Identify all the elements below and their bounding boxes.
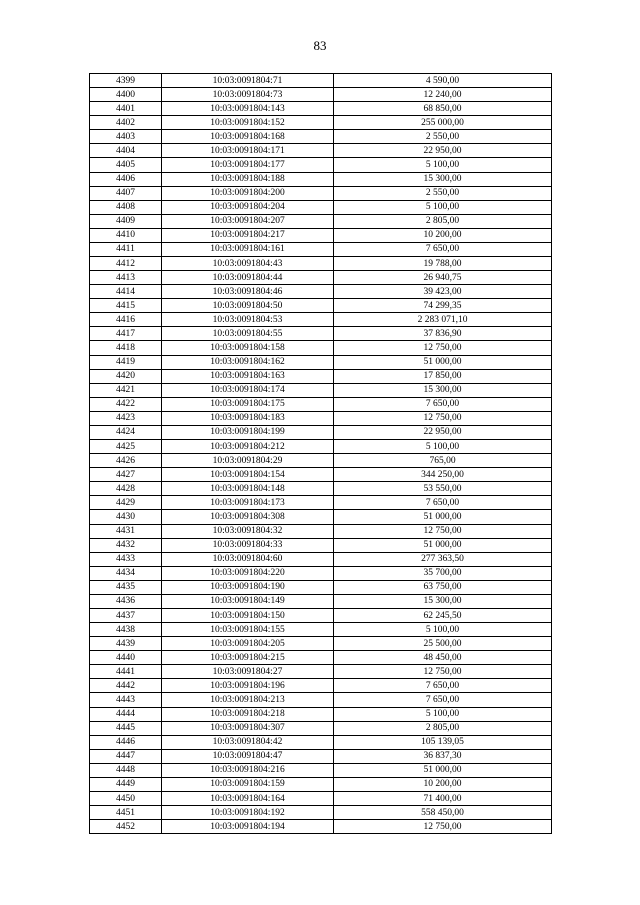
amount-cell: 2 805,00	[334, 214, 552, 228]
amount-cell: 7 650,00	[334, 496, 552, 510]
amount-cell: 255 000,00	[334, 116, 552, 130]
cadastral-number-cell: 10:03:0091804:205	[162, 637, 334, 651]
row-number-cell: 4433	[90, 552, 162, 566]
row-number-cell: 4452	[90, 820, 162, 834]
amount-cell: 2 805,00	[334, 721, 552, 735]
cadastral-number-cell: 10:03:0091804:308	[162, 510, 334, 524]
table-row	[90, 130, 552, 144]
row-number-cell: 4415	[90, 299, 162, 313]
amount-cell: 5 100,00	[334, 200, 552, 214]
cadastral-number-cell: 10:03:0091804:174	[162, 383, 334, 397]
amount-cell: 22 950,00	[334, 425, 552, 439]
amount-cell: 5 100,00	[334, 707, 552, 721]
table-row	[90, 411, 552, 425]
amount-cell: 2 550,00	[334, 130, 552, 144]
row-number-cell: 4414	[90, 285, 162, 299]
amount-cell: 35 700,00	[334, 566, 552, 580]
table-row	[90, 637, 552, 651]
cadastral-number-cell: 10:03:0091804:32	[162, 524, 334, 538]
table-row	[90, 552, 552, 566]
cadastral-number-cell: 10:03:0091804:43	[162, 257, 334, 271]
row-number-cell: 4406	[90, 172, 162, 186]
row-number-cell: 4435	[90, 580, 162, 594]
data-table	[89, 73, 552, 834]
amount-cell: 4 590,00	[334, 74, 552, 88]
table-row	[90, 271, 552, 285]
amount-cell: 51 000,00	[334, 538, 552, 552]
amount-cell: 15 300,00	[334, 594, 552, 608]
amount-cell: 5 100,00	[334, 440, 552, 454]
table-row	[90, 88, 552, 102]
table-row	[90, 482, 552, 496]
table-row	[90, 200, 552, 214]
row-number-cell: 4408	[90, 200, 162, 214]
amount-cell: 15 300,00	[334, 383, 552, 397]
table-row	[90, 285, 552, 299]
table-row	[90, 186, 552, 200]
amount-cell: 5 100,00	[334, 158, 552, 172]
table-row	[90, 74, 552, 88]
row-number-cell: 4432	[90, 538, 162, 552]
table-row	[90, 806, 552, 820]
cadastral-number-cell: 10:03:0091804:158	[162, 341, 334, 355]
table-row	[90, 580, 552, 594]
cadastral-number-cell: 10:03:0091804:29	[162, 454, 334, 468]
amount-cell: 277 363,50	[334, 552, 552, 566]
row-number-cell: 4446	[90, 735, 162, 749]
row-number-cell: 4426	[90, 454, 162, 468]
row-number-cell: 4403	[90, 130, 162, 144]
amount-cell: 51 000,00	[334, 763, 552, 777]
cadastral-number-cell: 10:03:0091804:154	[162, 468, 334, 482]
table-row	[90, 172, 552, 186]
cadastral-number-cell: 10:03:0091804:192	[162, 806, 334, 820]
cadastral-number-cell: 10:03:0091804:44	[162, 271, 334, 285]
table-row	[90, 749, 552, 763]
row-number-cell: 4437	[90, 608, 162, 622]
cadastral-number-cell: 10:03:0091804:159	[162, 777, 334, 791]
cadastral-number-cell: 10:03:0091804:307	[162, 721, 334, 735]
amount-cell: 63 750,00	[334, 580, 552, 594]
amount-cell: 558 450,00	[334, 806, 552, 820]
row-number-cell: 4429	[90, 496, 162, 510]
cadastral-number-cell: 10:03:0091804:71	[162, 74, 334, 88]
cadastral-number-cell: 10:03:0091804:177	[162, 158, 334, 172]
amount-cell: 12 750,00	[334, 341, 552, 355]
row-number-cell: 4427	[90, 468, 162, 482]
table-row	[90, 369, 552, 383]
table-row	[90, 341, 552, 355]
table-row	[90, 313, 552, 327]
row-number-cell: 4421	[90, 383, 162, 397]
cadastral-number-cell: 10:03:0091804:149	[162, 594, 334, 608]
table-row	[90, 158, 552, 172]
table-row	[90, 791, 552, 805]
row-number-cell: 4425	[90, 440, 162, 454]
cadastral-number-cell: 10:03:0091804:55	[162, 327, 334, 341]
table-row	[90, 228, 552, 242]
row-number-cell: 4409	[90, 214, 162, 228]
table-row	[90, 820, 552, 834]
row-number-cell: 4443	[90, 693, 162, 707]
row-number-cell: 4442	[90, 679, 162, 693]
amount-cell: 12 750,00	[334, 665, 552, 679]
table-row	[90, 468, 552, 482]
amount-cell: 344 250,00	[334, 468, 552, 482]
row-number-cell: 4422	[90, 397, 162, 411]
row-number-cell: 4439	[90, 637, 162, 651]
row-number-cell: 4402	[90, 116, 162, 130]
amount-cell: 17 850,00	[334, 369, 552, 383]
table-row	[90, 735, 552, 749]
table-row	[90, 144, 552, 158]
row-number-cell: 4447	[90, 749, 162, 763]
row-number-cell: 4404	[90, 144, 162, 158]
amount-cell: 53 550,00	[334, 482, 552, 496]
cadastral-number-cell: 10:03:0091804:173	[162, 496, 334, 510]
table-row	[90, 425, 552, 439]
row-number-cell: 4412	[90, 257, 162, 271]
cadastral-number-cell: 10:03:0091804:175	[162, 397, 334, 411]
amount-cell: 7 650,00	[334, 693, 552, 707]
cadastral-number-cell: 10:03:0091804:215	[162, 651, 334, 665]
amount-cell: 62 245,50	[334, 608, 552, 622]
amount-cell: 36 837,30	[334, 749, 552, 763]
cadastral-number-cell: 10:03:0091804:213	[162, 693, 334, 707]
row-number-cell: 4416	[90, 313, 162, 327]
cadastral-number-cell: 10:03:0091804:216	[162, 763, 334, 777]
cadastral-number-cell: 10:03:0091804:168	[162, 130, 334, 144]
amount-cell: 7 650,00	[334, 242, 552, 256]
table-row	[90, 721, 552, 735]
cadastral-number-cell: 10:03:0091804:196	[162, 679, 334, 693]
table-row	[90, 440, 552, 454]
amount-cell: 765,00	[334, 454, 552, 468]
cadastral-number-cell: 10:03:0091804:60	[162, 552, 334, 566]
row-number-cell: 4428	[90, 482, 162, 496]
amount-cell: 37 836,90	[334, 327, 552, 341]
table-row	[90, 242, 552, 256]
row-number-cell: 4434	[90, 566, 162, 580]
row-number-cell: 4440	[90, 651, 162, 665]
row-number-cell: 4451	[90, 806, 162, 820]
row-number-cell: 4411	[90, 242, 162, 256]
row-number-cell: 4399	[90, 74, 162, 88]
cadastral-number-cell: 10:03:0091804:204	[162, 200, 334, 214]
row-number-cell: 4417	[90, 327, 162, 341]
amount-cell: 15 300,00	[334, 172, 552, 186]
cadastral-number-cell: 10:03:0091804:33	[162, 538, 334, 552]
cadastral-number-cell: 10:03:0091804:212	[162, 440, 334, 454]
table-row	[90, 524, 552, 538]
amount-cell: 19 788,00	[334, 257, 552, 271]
table-row	[90, 665, 552, 679]
cadastral-number-cell: 10:03:0091804:161	[162, 242, 334, 256]
table-row	[90, 257, 552, 271]
amount-cell: 68 850,00	[334, 102, 552, 116]
row-number-cell: 4405	[90, 158, 162, 172]
table-row	[90, 355, 552, 369]
table-row	[90, 679, 552, 693]
row-number-cell: 4444	[90, 707, 162, 721]
cadastral-number-cell: 10:03:0091804:162	[162, 355, 334, 369]
table-row	[90, 214, 552, 228]
row-number-cell: 4441	[90, 665, 162, 679]
cadastral-number-cell: 10:03:0091804:150	[162, 608, 334, 622]
table-row	[90, 383, 552, 397]
amount-cell: 12 240,00	[334, 88, 552, 102]
amount-cell: 48 450,00	[334, 651, 552, 665]
table-row	[90, 397, 552, 411]
amount-cell: 51 000,00	[334, 355, 552, 369]
row-number-cell: 4418	[90, 341, 162, 355]
cadastral-number-cell: 10:03:0091804:199	[162, 425, 334, 439]
amount-cell: 25 500,00	[334, 637, 552, 651]
table-row	[90, 496, 552, 510]
table-row	[90, 102, 552, 116]
row-number-cell: 4449	[90, 777, 162, 791]
row-number-cell: 4430	[90, 510, 162, 524]
amount-cell: 7 650,00	[334, 679, 552, 693]
cadastral-number-cell: 10:03:0091804:47	[162, 749, 334, 763]
cadastral-number-cell: 10:03:0091804:190	[162, 580, 334, 594]
cadastral-number-cell: 10:03:0091804:46	[162, 285, 334, 299]
table-row	[90, 693, 552, 707]
cadastral-number-cell: 10:03:0091804:42	[162, 735, 334, 749]
table-row	[90, 763, 552, 777]
cadastral-number-cell: 10:03:0091804:50	[162, 299, 334, 313]
amount-cell: 2 283 071,10	[334, 313, 552, 327]
amount-cell: 2 550,00	[334, 186, 552, 200]
table-row	[90, 454, 552, 468]
row-number-cell: 4423	[90, 411, 162, 425]
amount-cell: 5 100,00	[334, 623, 552, 637]
row-number-cell: 4424	[90, 425, 162, 439]
cadastral-number-cell: 10:03:0091804:218	[162, 707, 334, 721]
row-number-cell: 4450	[90, 791, 162, 805]
cadastral-number-cell: 10:03:0091804:200	[162, 186, 334, 200]
table-row	[90, 566, 552, 580]
cadastral-number-cell: 10:03:0091804:194	[162, 820, 334, 834]
row-number-cell: 4431	[90, 524, 162, 538]
amount-cell: 105 139,05	[334, 735, 552, 749]
table-row	[90, 777, 552, 791]
table-row	[90, 594, 552, 608]
row-number-cell: 4420	[90, 369, 162, 383]
amount-cell: 12 750,00	[334, 411, 552, 425]
row-number-cell: 4445	[90, 721, 162, 735]
amount-cell: 10 200,00	[334, 777, 552, 791]
cadastral-number-cell: 10:03:0091804:164	[162, 791, 334, 805]
cadastral-number-cell: 10:03:0091804:53	[162, 313, 334, 327]
cadastral-number-cell: 10:03:0091804:163	[162, 369, 334, 383]
cadastral-number-cell: 10:03:0091804:155	[162, 623, 334, 637]
table-body	[90, 74, 552, 834]
table-row	[90, 510, 552, 524]
table-row	[90, 608, 552, 622]
amount-cell: 26 940,75	[334, 271, 552, 285]
cadastral-number-cell: 10:03:0091804:143	[162, 102, 334, 116]
table-row	[90, 299, 552, 313]
amount-cell: 51 000,00	[334, 510, 552, 524]
table-row	[90, 538, 552, 552]
row-number-cell: 4438	[90, 623, 162, 637]
amount-cell: 10 200,00	[334, 228, 552, 242]
cadastral-number-cell: 10:03:0091804:148	[162, 482, 334, 496]
cadastral-number-cell: 10:03:0091804:217	[162, 228, 334, 242]
row-number-cell: 4401	[90, 102, 162, 116]
table-row	[90, 327, 552, 341]
amount-cell: 39 423,00	[334, 285, 552, 299]
row-number-cell: 4419	[90, 355, 162, 369]
amount-cell: 12 750,00	[334, 820, 552, 834]
table-row	[90, 116, 552, 130]
amount-cell: 74 299,35	[334, 299, 552, 313]
row-number-cell: 4448	[90, 763, 162, 777]
cadastral-number-cell: 10:03:0091804:183	[162, 411, 334, 425]
cadastral-number-cell: 10:03:0091804:207	[162, 214, 334, 228]
table-row	[90, 707, 552, 721]
cadastral-number-cell: 10:03:0091804:73	[162, 88, 334, 102]
row-number-cell: 4400	[90, 88, 162, 102]
amount-cell: 7 650,00	[334, 397, 552, 411]
amount-cell: 71 400,00	[334, 791, 552, 805]
cadastral-number-cell: 10:03:0091804:27	[162, 665, 334, 679]
amount-cell: 22 950,00	[334, 144, 552, 158]
amount-cell: 12 750,00	[334, 524, 552, 538]
table-row	[90, 623, 552, 637]
table-row	[90, 651, 552, 665]
row-number-cell: 4410	[90, 228, 162, 242]
cadastral-number-cell: 10:03:0091804:188	[162, 172, 334, 186]
page-number: 83	[313, 38, 327, 53]
cadastral-number-cell: 10:03:0091804:171	[162, 144, 334, 158]
row-number-cell: 4407	[90, 186, 162, 200]
cadastral-number-cell: 10:03:0091804:220	[162, 566, 334, 580]
cadastral-number-cell: 10:03:0091804:152	[162, 116, 334, 130]
row-number-cell: 4436	[90, 594, 162, 608]
row-number-cell: 4413	[90, 271, 162, 285]
